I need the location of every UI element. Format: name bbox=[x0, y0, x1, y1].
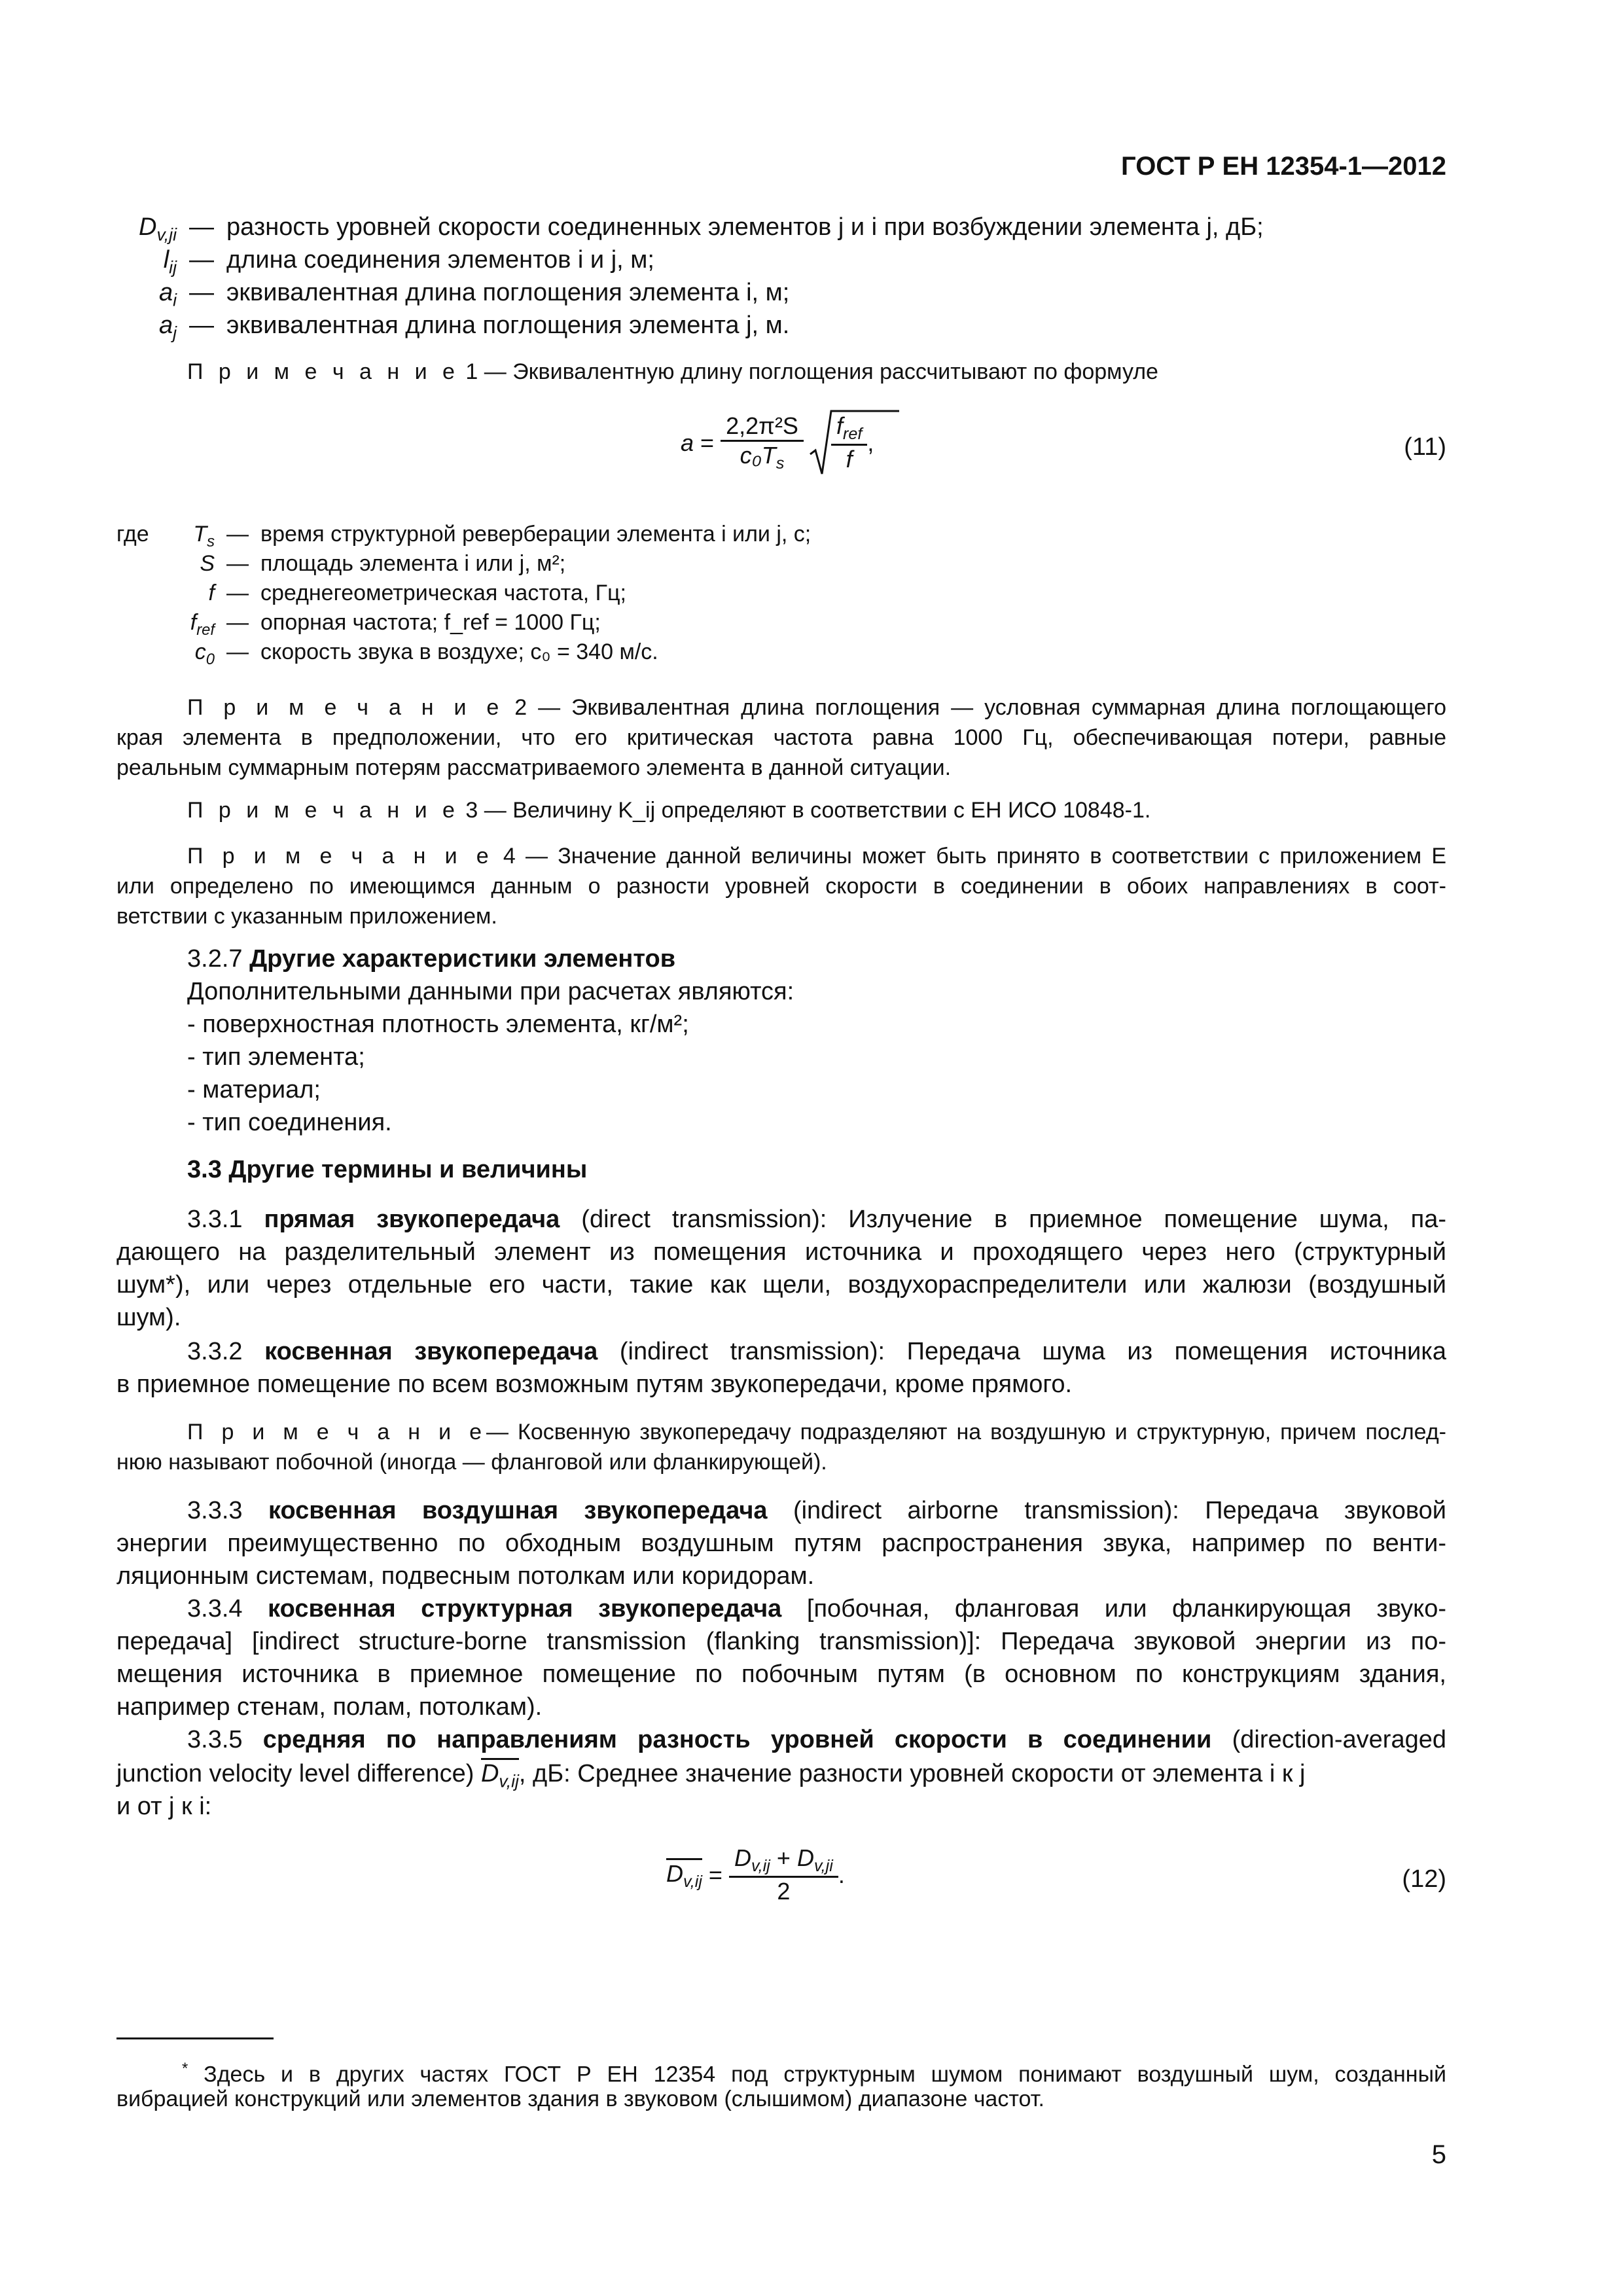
formula-fraction: $\frac{\text{2,2π²S}}{c_0T_s}$ bbox=[721, 412, 804, 473]
definition-item: $l_{ij}$ — длина соединения элементов i и j, м; bbox=[0, 243, 654, 284]
formula-12: $D_{v,ij}$ = $\frac{D_{v,ij} + D_{v,ji}}{2}$ . bbox=[666, 1844, 845, 1905]
list-item: - тип соединения. bbox=[187, 1109, 392, 1136]
page-number: 5 bbox=[1431, 2140, 1446, 2169]
note-label: П р и м е ч а н и е bbox=[187, 695, 504, 720]
def-symbol: a bbox=[158, 279, 173, 306]
definition-item: $a_i$ — эквивалентная длина поглощения элемента i, м; bbox=[0, 276, 789, 317]
definition-item: $D_{v,ji}$ — разность уровней скорости соединенных элементов j и i при возбуждении элемента j, дБ; bbox=[0, 211, 1264, 251]
note-label: П р и м е ч а н и е bbox=[187, 798, 459, 823]
list-item: - поверхностная плотность элемента, кг/м²; bbox=[187, 1011, 689, 1038]
list-item: - тип элемента; bbox=[187, 1043, 365, 1071]
def-symbol-sub: j bbox=[173, 323, 177, 343]
def-text: длина соединения элементов i и j, м; bbox=[226, 246, 654, 274]
symbol-overlined: $D_{v,ij}$ bbox=[481, 1758, 519, 1787]
note-label: П р и м е ч а н и е bbox=[187, 844, 493, 869]
section-heading: 3.2.7 Другие характеристики элементов bbox=[187, 945, 676, 973]
note-label: П р и м е ч а н и е bbox=[187, 359, 459, 384]
doc-header-code: ГОСТ Р ЕН 12354-1—2012 bbox=[1121, 152, 1446, 181]
note-1 bbox=[187, 357, 1158, 387]
note-text: 1 — Эквивалентную длину поглощения рассчитывают по формуле bbox=[465, 359, 1158, 384]
formula-fraction: $\frac{D_{v,ij} + D_{v,ji}}{2}$ bbox=[729, 1844, 838, 1905]
def-text: разность уровней скорости соединенных элементов j и i при возбуждении элемента j, дБ; bbox=[226, 213, 1264, 241]
document-page: ГОСТ Р ЕН 12354-1—2012 $D_{v,ji}$ — разность уровней скорости соединенных элементов j и i при возбуждении элемента j, дБ; $l_{ij}$ — длина соединения элементов i и j, м; $a_i$ — эквивалентная длина поглощения элемента i, м; $a_j$ — эквивалентная длина поглощения элемента j, м. П р и м е ч а н и е 1 — Эквивалентную длину поглощения рассчитывают по формуле a = $\frac{\text{2,2π²S}}{c_0T_s}$ $\frac{f_{ref}}{f}$ , (11) где $T_s$ — время структурной реверберации элемента i или j, с; S — площадь элемента i или j, м²; f — среднегеометрическая частота, Гц; $f_{ref}$ — опорная частота; f_ref = 1000 Гц; $c_0$ — скорость звука в воздухе; c₀ = 340 м/с. П р и м е ч а н и е 2 — Эквивалентная длина поглощения — условная суммарная длина поглощающего края элемента в предположении, что его критическая частота равна 1000 Гц, обеспечивающая потери, равные реальным суммарным потерям рассматриваемого элемента в данной ситуации. П р и м е ч а н и е 3 — Величину K_ij определяют в соответствии с ЕН ИСО 10848-1. П р и м е ч а н и е 4 — Значение данной величины может быть принято в соответствии с приложением Е или определено по имеющимся данным о разности уровней скорости в соединении в обоих направлениях в соот- ветствии с указанным приложением. 3.2.7 Другие характеристики элементов Дополнительными данными при расчетах являются: - поверхностная плотность элемента, кг/м²; - тип элемента; - материал; - тип соединения. 3.3 Другие термины и величины 3.3.1 прямая звукопередача (direct transmission): Излучение в приемное помещение шума, па- дающего на разделительный элемент из помещения источника и проходящего через него (структурный шум*), или через отдельные его части, такие как щели, воздухораспределители или жалюзи (воздушный шум). 3.3.2 косвенная звукопередача (indirect transmission): Передача шума из помещения источника в приемное помещение по всем возможным путям звукопередачи, кроме прямого. П р и м е ч а н и е— Косвенную звукопередачу подразделяют на воздушную и структурную, причем послед- нюю называют побочной (иногда — фланговой или фланкирующей). 3.3.3 косвенная воздушная звукопередача (indirect airborne transmission): Передача звуковой энергии преимущественно по обходным воздушным путям распространения звука, например по венти- ляционным системам, подвесным потолкам или коридорам. 3.3.4 косвенная структурная звукопередача [побочная, фланговая или фланкирующая звуко- передача] [indirect structure-borne transmission (flanking transmission)]: Передача звуковой энергии из по- мещения источника в приемное помещение по побочным путям (в основном по конструкциям здания, например стенам, полам, потолкам). 3.3.5 средняя по направлениям разность уровней скорости в соединении (direction-averaged junction velocity level difference) $D_{v,ij}$, дБ: Среднее значение разности уровней скорости от элемента i к j и от j к i: $D_{v,ij}$ = $\frac{D_{v,ij} + D_{v,ji}}{2}$ . (12) * Здесь и в других частях ГОСТ Р ЕН 12354 под структурным шумом понимают воздушный шум, созданный вибрацией конструкций или элементов здания в звуковом (слышимом) диапазоне частот. 5 bbox=[0, 0, 1623, 2296]
def-text: эквивалентная длина поглощения элемента j, м. bbox=[226, 312, 790, 339]
formula-sqrt: $\frac{f_{ref}}{f}$ bbox=[809, 412, 867, 473]
def-symbol: a bbox=[158, 312, 173, 339]
definition-item: $c_0$ — скорость звука в воздухе; c₀ = 340 м/с. bbox=[194, 639, 658, 668]
list-item: - материал; bbox=[187, 1076, 321, 1103]
note-3: П р и м е ч а н и е 3 — Величину K_ij определяют в соответствии с ЕН ИСО 10848-1. bbox=[187, 798, 1151, 823]
note-label: П р и м е ч а н и е bbox=[187, 1420, 487, 1444]
definition-item: S — площадь элемента i или j, м²; bbox=[200, 551, 566, 576]
def-symbol-sub: i bbox=[173, 290, 177, 310]
footnote-separator bbox=[116, 2037, 274, 2039]
def-symbol: D bbox=[139, 213, 157, 241]
sqrt-sign-icon bbox=[809, 408, 901, 480]
def-symbol-sub: v,ji bbox=[156, 224, 177, 245]
definition-item: $a_j$ — эквивалентная длина поглощения элемента j, м. bbox=[0, 309, 789, 350]
definition-item: f — среднегеометрическая частота, Гц; bbox=[208, 581, 627, 605]
formula-lhs: a bbox=[681, 429, 694, 456]
equation-number-11: (11) bbox=[1404, 433, 1446, 461]
formula-11: a = $\frac{\text{2,2π²S}}{c_0T_s}$ $\frac{f_{ref}}{f}$ , bbox=[681, 412, 874, 473]
section-3-3-heading: 3.3 Другие термины и величины bbox=[187, 1156, 588, 1183]
equation-number-12: (12) bbox=[1402, 1865, 1446, 1893]
definition-item: $f_{ref}$ — опорная частота; f_ref = 1000 Гц; bbox=[190, 610, 601, 639]
def-text: эквивалентная длина поглощения элемента i, м; bbox=[226, 279, 790, 306]
definition-item: где $T_s$ — время структурной реверберации элемента i или j, с; bbox=[116, 522, 812, 550]
def-symbol: l bbox=[163, 246, 169, 274]
def-symbol-sub: ij bbox=[169, 257, 177, 278]
